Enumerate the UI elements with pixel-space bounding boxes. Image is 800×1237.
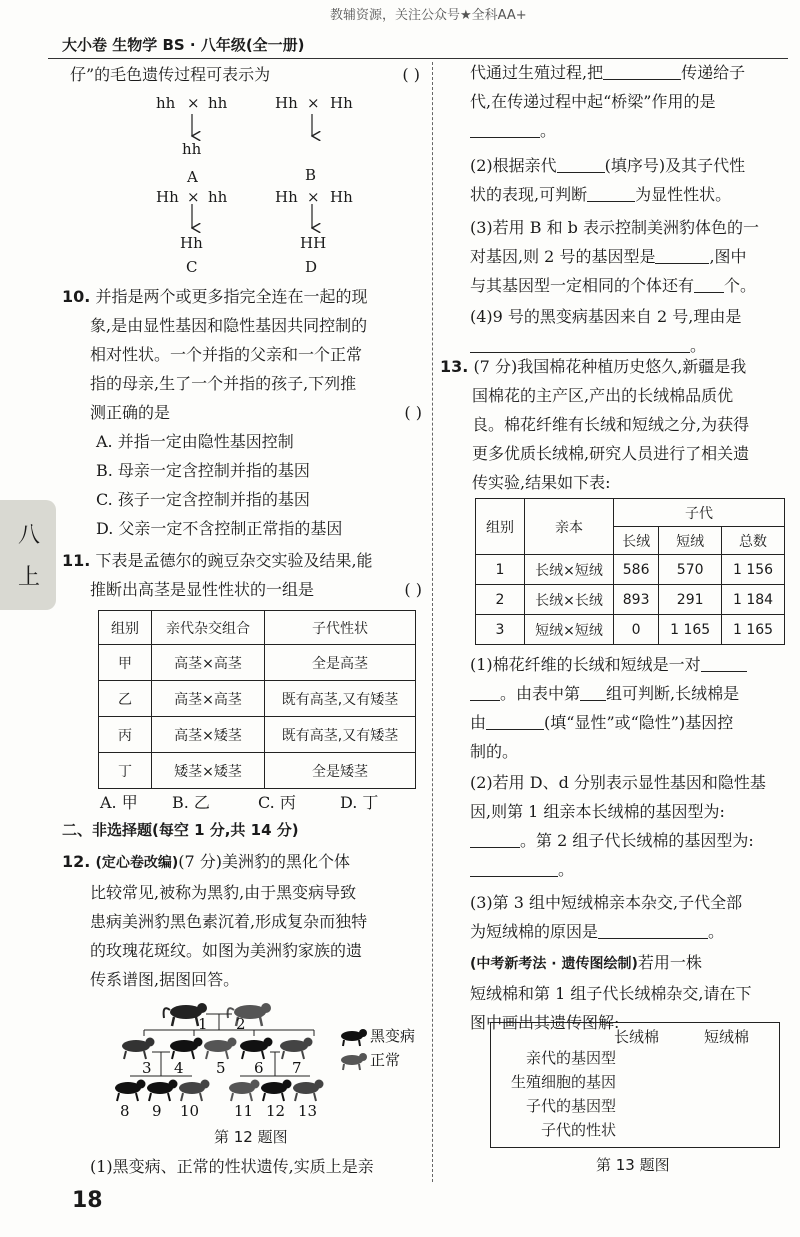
q10-answer-paren[interactable]: ( ) — [404, 403, 422, 422]
q10-option-b[interactable]: B. 母亲一定含控制并指的基因 — [96, 461, 310, 480]
q11-stem-2: 推断出高茎是显性性状的一组是 — [90, 580, 315, 599]
q13-r2-short: 291 — [659, 585, 722, 615]
q13-r3-short: 1 165 — [659, 615, 722, 645]
q13-box-rows — [494, 1046, 616, 1142]
leopard-icon-8 — [115, 1080, 146, 1102]
q11-stem-1: 下表是孟德尔的豌豆杂交实验及结果,能 — [95, 551, 373, 570]
legend-sick-icon — [341, 1029, 367, 1046]
q11-r3-group: 丙 — [99, 717, 152, 753]
q13-r1-short: 570 — [659, 555, 722, 585]
q11-options — [100, 788, 420, 817]
q11-option-d[interactable]: D. 丁 — [340, 793, 379, 812]
book-header: 大小卷 生物学 BS · 八年级(全一册) — [62, 36, 305, 54]
q9c-parent2: hh — [208, 188, 228, 206]
q11-th-offspring: 子代性状 — [265, 611, 416, 645]
section-2-title: 二、非选择题(每空 1 分,共 14 分) — [62, 821, 299, 839]
q10-option-d[interactable]: D. 父亲一定不含控制正常指的基因 — [96, 519, 343, 538]
q13-table — [475, 498, 785, 645]
q12-p3-a: (3)若用 B 和 b 表示控制美洲豹体色的一 — [470, 218, 760, 237]
leopard-icon-4 — [170, 1038, 203, 1060]
q9b-parent2: Hh — [330, 94, 353, 112]
pedigree-id-3: 3 — [142, 1059, 152, 1077]
q11-number: 11. — [62, 551, 91, 570]
q11-option-c[interactable]: C. 丙 — [258, 793, 296, 812]
leopard-icon-6 — [240, 1038, 273, 1060]
q12-p3-d: 与其基因型一定相同的个体还有 — [470, 276, 695, 295]
q9a-label: A — [187, 168, 198, 186]
q12-part1-text: (1)黑变病、正常的性状遗传,实质上是亲 — [90, 1157, 374, 1176]
leopard-icon-9 — [147, 1080, 178, 1102]
q13-p4-a: 若用一株 — [637, 953, 702, 972]
q9c-cross: × — [187, 188, 200, 206]
leopard-icon-5 — [204, 1038, 237, 1060]
q13-blank-1[interactable] — [701, 653, 747, 672]
q13-th-group: 组别 — [476, 499, 525, 555]
q13-r1-total: 1 156 — [722, 555, 785, 585]
table-row — [99, 753, 416, 789]
q9-answer-paren[interactable]: ( ) — [402, 65, 420, 84]
q13 — [440, 352, 790, 497]
pedigree-id-12: 12 — [266, 1102, 286, 1120]
q12-blank-4[interactable] — [587, 183, 635, 202]
q12-stem-1: 美洲豹的黑化个体 — [222, 852, 351, 871]
table-row — [99, 681, 416, 717]
q9d-parent1: Hh — [275, 188, 298, 206]
q12-stem-5: 传系谱图,据图回答。 — [90, 970, 240, 989]
q13-r3-long: 0 — [614, 615, 659, 645]
pedigree-id-7: 7 — [292, 1059, 302, 1077]
q11-th-group: 组别 — [99, 611, 152, 645]
table-row — [476, 615, 785, 645]
q13-r3-total: 1 165 — [722, 615, 785, 645]
q13-blank-5[interactable] — [470, 858, 558, 877]
q13-r2-total: 1 184 — [722, 585, 785, 615]
q13-caption: 第 13 题图 — [596, 1156, 670, 1174]
q12-stem-2: 比较常见,被称为黑豹,由于黑变病导致 — [90, 883, 357, 902]
q9c-label: C — [186, 258, 198, 276]
q12-blank-1[interactable] — [603, 61, 681, 80]
q11-r2-cross: 高茎×高茎 — [152, 681, 265, 717]
q13-p3-b: 为短绒棉的原因是 — [470, 922, 599, 941]
leopard-icon-11 — [229, 1080, 260, 1102]
q12-part1-left — [90, 1152, 420, 1181]
q12-blank-2[interactable] — [470, 119, 540, 138]
left-column — [70, 58, 420, 89]
q12-p3-e: 个。 — [724, 276, 757, 295]
q9a-cross: × — [187, 94, 200, 112]
q13-p2-d: 。 — [558, 860, 575, 879]
q11-option-b[interactable]: B. 乙 — [172, 793, 210, 812]
q13-p1-d: 由 — [470, 713, 487, 732]
q13-p1-e: (填“显性”或“隐性”)基因控 — [544, 713, 734, 732]
q10-stem-2: 象,是由显性基因和隐性基因共同控制的 — [90, 316, 368, 335]
leopard-icon-12 — [261, 1080, 292, 1102]
pedigree-id-5: 5 — [216, 1059, 226, 1077]
q9b-cross: × — [307, 94, 320, 112]
q11 — [62, 546, 422, 604]
q11-r4-result: 全是矮茎 — [265, 753, 416, 789]
table-row — [99, 645, 416, 681]
q12-stem-4: 的玫瑰花斑纹。如图为美洲豹家族的遗 — [90, 941, 363, 960]
q11-r4-cross: 矮茎×矮茎 — [152, 753, 265, 789]
leopard-icon-3 — [122, 1038, 155, 1060]
q11-r2-result: 既有高茎,又有矮茎 — [265, 681, 416, 717]
q12 — [62, 816, 422, 994]
legend-sick-label: 黑变病 — [370, 1027, 416, 1045]
q13-stem-5: 传实验,结果如下表: — [472, 473, 611, 492]
q13-r1-parent: 长绒×短绒 — [525, 555, 614, 585]
q13-number: 13. — [440, 357, 469, 376]
q13-r1-long: 586 — [614, 555, 659, 585]
q11-r3-cross: 高茎×矮茎 — [152, 717, 265, 753]
q13-p4-tag: (中考新考法 · 遗传图绘制) — [470, 956, 638, 972]
q12-p1-r2: 代,在传递过程中起“桥梁”作用的是 — [470, 92, 716, 111]
q12-pedigree — [108, 994, 428, 1124]
q13-p4-b: 短绒棉和第 1 组子代长绒棉杂交,请在下 — [470, 984, 752, 1003]
q12-stem-3: 患病美洲豹黑色素沉着,形成复杂而独特 — [90, 912, 368, 931]
q13-th-long: 长绒 — [614, 527, 659, 555]
q13-p2-b: 因,则第 1 组亲本长绒棉的基因型为: — [470, 802, 725, 821]
q10-option-a[interactable]: A. 并指一定由隐性基因控制 — [96, 432, 294, 451]
leopard-icon-2 — [228, 1003, 271, 1026]
q9d-label: D — [305, 258, 318, 276]
q10-stem-5: 测正确的是 — [90, 403, 171, 422]
q9b-parent1: Hh — [275, 94, 298, 112]
q12-p1-r3: 。 — [540, 121, 557, 140]
table-row — [476, 555, 785, 585]
q13-r2-parent: 长绒×长绒 — [525, 585, 614, 615]
q10 — [62, 282, 422, 543]
q10-option-c[interactable]: C. 孩子一定含控制并指的基因 — [96, 490, 310, 509]
q9a-parent1: hh — [156, 94, 176, 112]
q9a-child: hh — [182, 140, 202, 158]
q13-r2-group: 2 — [476, 585, 525, 615]
table-row — [476, 585, 785, 615]
leopard-icon-7 — [280, 1038, 313, 1060]
q13-stem-3: 良。棉花纤维有长绒和短绒之分,为获得 — [472, 415, 750, 434]
q12-p2-b: (填序号)及其子代性 — [604, 156, 746, 175]
q13-stem-4: 更多优质长绒棉,研究人员进行了相关遗 — [472, 444, 750, 463]
q13-questions — [470, 650, 790, 1037]
q12-tag: (定心卷改编) — [95, 855, 179, 871]
right-column-q12 — [470, 58, 786, 360]
q11-th-cross: 亲代杂交组合 — [152, 611, 265, 645]
pedigree-id-2: 2 — [236, 1015, 246, 1033]
q12-blank-3[interactable] — [557, 154, 605, 173]
q9c-parent1: Hh — [156, 188, 179, 206]
q12-p2-c: 状的表现,可判断 — [470, 185, 588, 204]
q12-p2-d: 为显性性状。 — [635, 185, 732, 204]
q11-r1-cross: 高茎×高茎 — [152, 645, 265, 681]
q12-p2-a: (2)根据亲代 — [470, 156, 557, 175]
q12-blank-7[interactable] — [470, 334, 690, 353]
legend-normal-icon — [341, 1053, 367, 1070]
q10-stem-1: 并指是两个或更多指完全连在一起的现 — [95, 287, 368, 306]
q12-p4-b: 。 — [690, 336, 707, 355]
q11-answer-paren[interactable]: ( ) — [404, 580, 422, 599]
q13-r2-long: 893 — [614, 585, 659, 615]
q13-box-row-1: 亲代的基因型 — [525, 1049, 616, 1067]
q12-p3-c: ,图中 — [709, 247, 747, 266]
q13-box-row-3: 子代的基因型 — [525, 1097, 616, 1115]
q13-blank-2[interactable] — [580, 682, 606, 701]
q13-blank-3[interactable] — [486, 711, 544, 730]
pedigree-id-9: 9 — [152, 1102, 162, 1120]
page-number: 18 — [72, 1188, 103, 1213]
q13-th-total: 总数 — [722, 527, 785, 555]
q13-r1-group: 1 — [476, 555, 525, 585]
q13-th-offspring: 子代 — [614, 499, 785, 527]
table-row — [99, 717, 416, 753]
q13-th-short: 短绒 — [659, 527, 722, 555]
watermark-text: 教辅资源，关注公众号★全科AA+ — [330, 8, 527, 23]
q13-p1-c: 组可判断,长绒棉是 — [606, 684, 740, 703]
q13-stem-2: 国棉花的主产区,产出的长绒棉品质优 — [472, 386, 734, 405]
q13-box-col-long: 长绒棉 — [614, 1028, 660, 1046]
q12-blank-6[interactable] — [694, 274, 724, 293]
q13-th-parent: 亲本 — [525, 499, 614, 555]
q9-tail-text: 仔”的毛色遗传过程可表示为 — [70, 65, 271, 84]
q12-p1-r1b: 传递给子 — [681, 63, 746, 82]
q11-r1-result: 全是高茎 — [265, 645, 416, 681]
pedigree-id-11: 11 — [234, 1102, 254, 1120]
q13-blank-6[interactable] — [598, 920, 708, 939]
q13-p1-b: 。由表中第 — [500, 684, 581, 703]
q10-number: 10. — [62, 287, 91, 306]
legend-normal-label: 正常 — [370, 1051, 401, 1069]
q13-box-col-short: 短绒棉 — [704, 1028, 750, 1046]
q13-box-row-4: 子代的性状 — [540, 1121, 616, 1139]
q9a-parent2: hh — [208, 94, 228, 112]
pedigree-id-6: 6 — [254, 1059, 264, 1077]
q11-r3-result: 既有高茎,又有矮茎 — [265, 717, 416, 753]
q12-p4-a: (4)9 号的黑变病基因来自 2 号,理由是 — [470, 307, 742, 326]
q9d-parent2: Hh — [330, 188, 353, 206]
q13-blank-1b[interactable] — [470, 682, 500, 701]
q13-score: (7 分) — [473, 357, 518, 376]
pedigree-id-10: 10 — [180, 1102, 200, 1120]
q11-r4-group: 丁 — [99, 753, 152, 789]
q13-r3-parent: 短绒×短绒 — [525, 615, 614, 645]
q11-table — [98, 610, 416, 789]
q12-number: 12. — [62, 852, 91, 871]
q9c-child: Hh — [180, 234, 203, 252]
q11-option-a[interactable]: A. 甲 — [100, 793, 138, 812]
q12-p1-r1a: 代通过生殖过程,把 — [470, 63, 604, 82]
q11-r2-group: 乙 — [99, 681, 152, 717]
q12-caption: 第 12 题图 — [214, 1128, 288, 1146]
q12-blank-5[interactable] — [655, 245, 709, 264]
q11-r1-group: 甲 — [99, 645, 152, 681]
side-tab-char-1: 八 — [18, 523, 41, 548]
leopard-icon-13 — [293, 1080, 324, 1102]
q13-p2-c: 。第 2 组子代长绒棉的基因型为: — [520, 831, 754, 850]
q13-p3-a: (3)第 3 组中短绒棉亲本杂交,子代全部 — [470, 893, 743, 912]
side-tab-char-2: 上 — [18, 565, 41, 590]
leopard-icon-10 — [179, 1080, 210, 1102]
q13-p2-a: (2)若用 D、d 分别表示显性基因和隐性基 — [470, 773, 766, 792]
q13-p3-c: 。 — [708, 922, 725, 941]
side-tab — [0, 500, 56, 610]
q12-p3-b: 对基因,则 2 号的基因型是 — [470, 247, 656, 266]
q9d-child: HH — [300, 234, 327, 252]
q9b-label: B — [305, 166, 317, 184]
q13-blank-4[interactable] — [470, 829, 520, 848]
q9d-cross: × — [307, 188, 320, 206]
q10-stem-3: 相对性状。一个并指的父亲和一个正常 — [90, 345, 363, 364]
pedigree-id-1: 1 — [198, 1015, 208, 1033]
q13-box-cols — [614, 1026, 774, 1048]
q10-stem-4: 指的母亲,生了一个并指的孩子,下列推 — [90, 374, 357, 393]
pedigree-id-13: 13 — [298, 1102, 318, 1120]
q12-score: (7 分) — [178, 852, 222, 871]
q13-p1-a: (1)棉花纤维的长绒和短绒是一对 — [470, 655, 701, 674]
q13-r3-group: 3 — [476, 615, 525, 645]
q9-tail — [70, 60, 420, 89]
q13-stem-1: 我国棉花种植历史悠久,新疆是我 — [517, 357, 747, 376]
pedigree-id-8: 8 — [120, 1102, 130, 1120]
q13-box-row-2: 生殖细胞的基因 — [510, 1073, 616, 1091]
pedigree-id-4: 4 — [174, 1059, 184, 1077]
q13-p4-c: 图中画出其遗传图解: — [470, 1013, 620, 1032]
q13-p1-f: 制的。 — [470, 742, 519, 761]
